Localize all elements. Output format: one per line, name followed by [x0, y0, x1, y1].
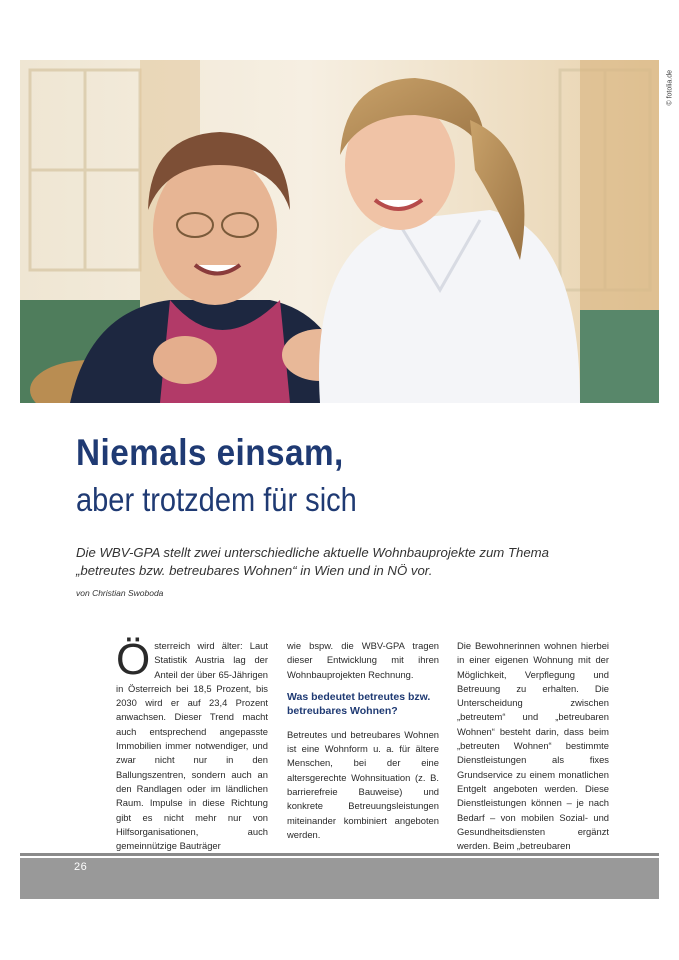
- column-2-intro: wie bspw. die WBV-GPA tragen dieser Entwicklung mit ihren Wohnbauprojekten Rechnung.: [287, 640, 439, 680]
- drop-cap: Ö: [116, 635, 151, 684]
- page-number: 26: [74, 861, 88, 873]
- column-1-text: sterreich wird älter: Laut Statistik Austria lag der Anteil der über 65-Jährigen in Österreich bei 18,5 Prozent, bis 2030 wird er auf 23,4 Prozent anwachsen. Dieser Trend macht auch entsprechend angepasste Immobilien immer notwendiger, und zwar nicht nur in den Ballungszentren, sondern auch an den Randlagen oder im ländlichen Raum. Impulse in diese Richtung gibt es nicht mehr nur von Hilfsorganisationen, auch gemeinnützige Bauträger: [116, 640, 268, 852]
- section-subheading: Was bedeutet betreutes bzw. betreubares Wohnen?: [287, 690, 431, 717]
- article-column-3: [457, 639, 609, 853]
- lead-paragraph: Die WBV-GPA stellt zwei unterschiedliche aktuelle Wohnbauprojekte zum Thema „betreutes bzw. betreubares Wohnen“ in Wien und in NÖ vor.: [76, 545, 549, 578]
- photo-credit: © fotolia.de: [667, 70, 674, 106]
- article-column-2: [287, 639, 439, 842]
- footer-rule: [20, 853, 659, 856]
- headline-line-2: aber trotzdem für sich: [76, 481, 357, 518]
- column-2-text: Betreutes und betreubares Wohnen ist eine Wohnform u. a. für ältere Menschen, bei der eine altersgerechte Wohnsituation (z. B. barrierefreie Bauweise) und konkrete Betreuungsleistungen miteinander kombiniert angeboten werden.: [287, 728, 439, 840]
- hero-photo-illustration: [20, 60, 659, 403]
- column-3-text: Die Bewohnerinnen wohnen hierbei in einer eigenen Wohnung mit der Möglichkeit, Verpflegung und Betreuung zu erhalten. Die Unterscheidung zwischen „betreutem“ und „betreubaren Wohnen“ besteht darin, dass beim „betreuten Wohnen“ bestimmte Dienstleistungen als fixes Grundservice zu einem monatlichen Entgelt angeboten werden. Diese Dienstleistungen können – je nach Bedarf – von mobilen Sozial- und Gesundheitsdiensten ergänzt werden. Beim „betreubaren: [457, 640, 609, 852]
- article-column-1: [116, 635, 268, 853]
- footer-bar: [20, 858, 659, 899]
- author-byline: von Christian Swoboda: [76, 588, 164, 598]
- headline-line-1: Niemals einsam,: [76, 432, 344, 473]
- hero-photo: [20, 60, 659, 403]
